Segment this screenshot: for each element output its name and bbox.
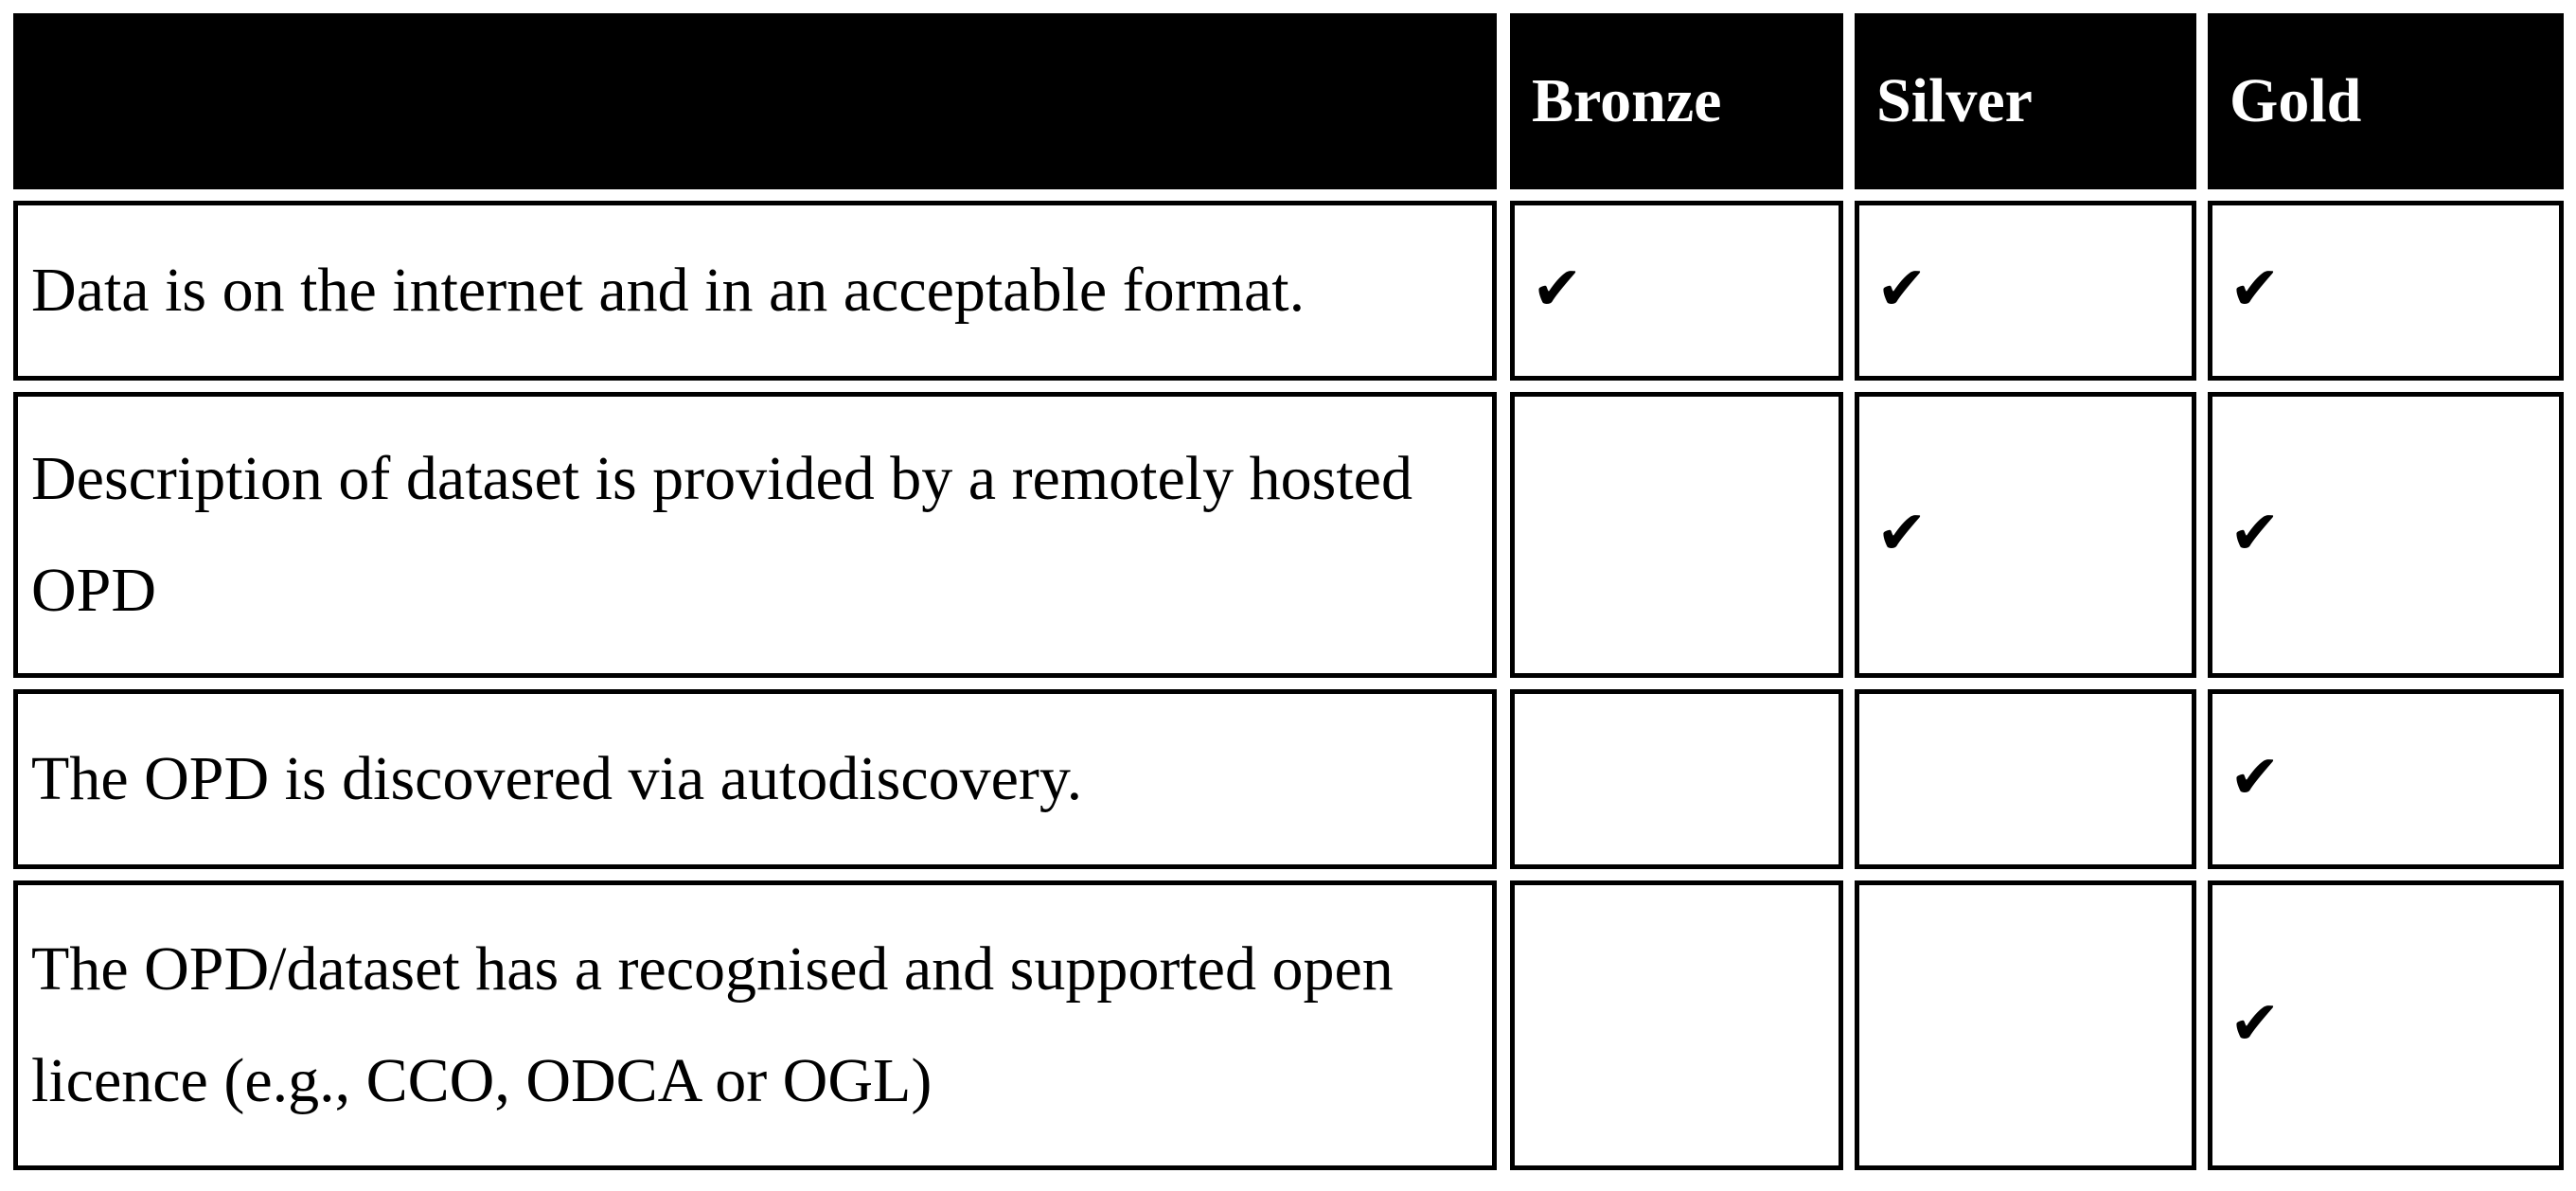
criterion-cell: [13, 201, 1497, 381]
bronze-mark-cell: [1510, 201, 1843, 381]
checkmark-icon: ✔: [1876, 254, 1928, 325]
bronze-mark-cell: [1510, 689, 1843, 869]
silver-mark-cell: [1855, 201, 2196, 381]
gold-mark-cell: [2208, 880, 2564, 1170]
gold-mark-cell: [2208, 689, 2564, 869]
criterion-text: Description of dataset is provided by a remotely hosted OPD: [31, 444, 1412, 625]
checkmark-icon: ✔: [2230, 742, 2281, 813]
criterion-text: The OPD/dataset has a recognised and supported open licence (e.g., CCO, ODCA or OGL): [31, 934, 1394, 1115]
checkmark-icon: ✔: [2230, 254, 2281, 325]
header-bronze: [1510, 13, 1843, 189]
checkmark-icon: ✔: [1532, 254, 1583, 325]
header-bronze-label: Bronze: [1532, 66, 1722, 135]
criterion-cell: [13, 392, 1497, 678]
bronze-mark-cell: [1510, 880, 1843, 1170]
criterion-text: Data is on the internet and in an acceptable format.: [31, 256, 1306, 325]
header-gold: [2208, 13, 2564, 189]
criterion-text: The OPD is discovered via autodiscovery.: [31, 744, 1083, 813]
header-silver: [1855, 13, 2196, 189]
silver-mark-cell: [1855, 689, 2196, 869]
header-gold-label: Gold: [2230, 66, 2362, 135]
gold-mark-cell: [2208, 392, 2564, 678]
bronze-mark-cell: [1510, 392, 1843, 678]
silver-mark-cell: [1855, 392, 2196, 678]
header-silver-label: Silver: [1876, 66, 2033, 135]
checkmark-icon: ✔: [2230, 498, 2281, 569]
criterion-cell: [13, 880, 1497, 1170]
header-corner-cell: [13, 13, 1497, 189]
gold-mark-cell: [2208, 201, 2564, 381]
silver-mark-cell: [1855, 880, 2196, 1170]
criterion-cell: [13, 689, 1497, 869]
checkmark-icon: ✔: [1876, 498, 1928, 569]
checkmark-icon: ✔: [2230, 988, 2281, 1059]
